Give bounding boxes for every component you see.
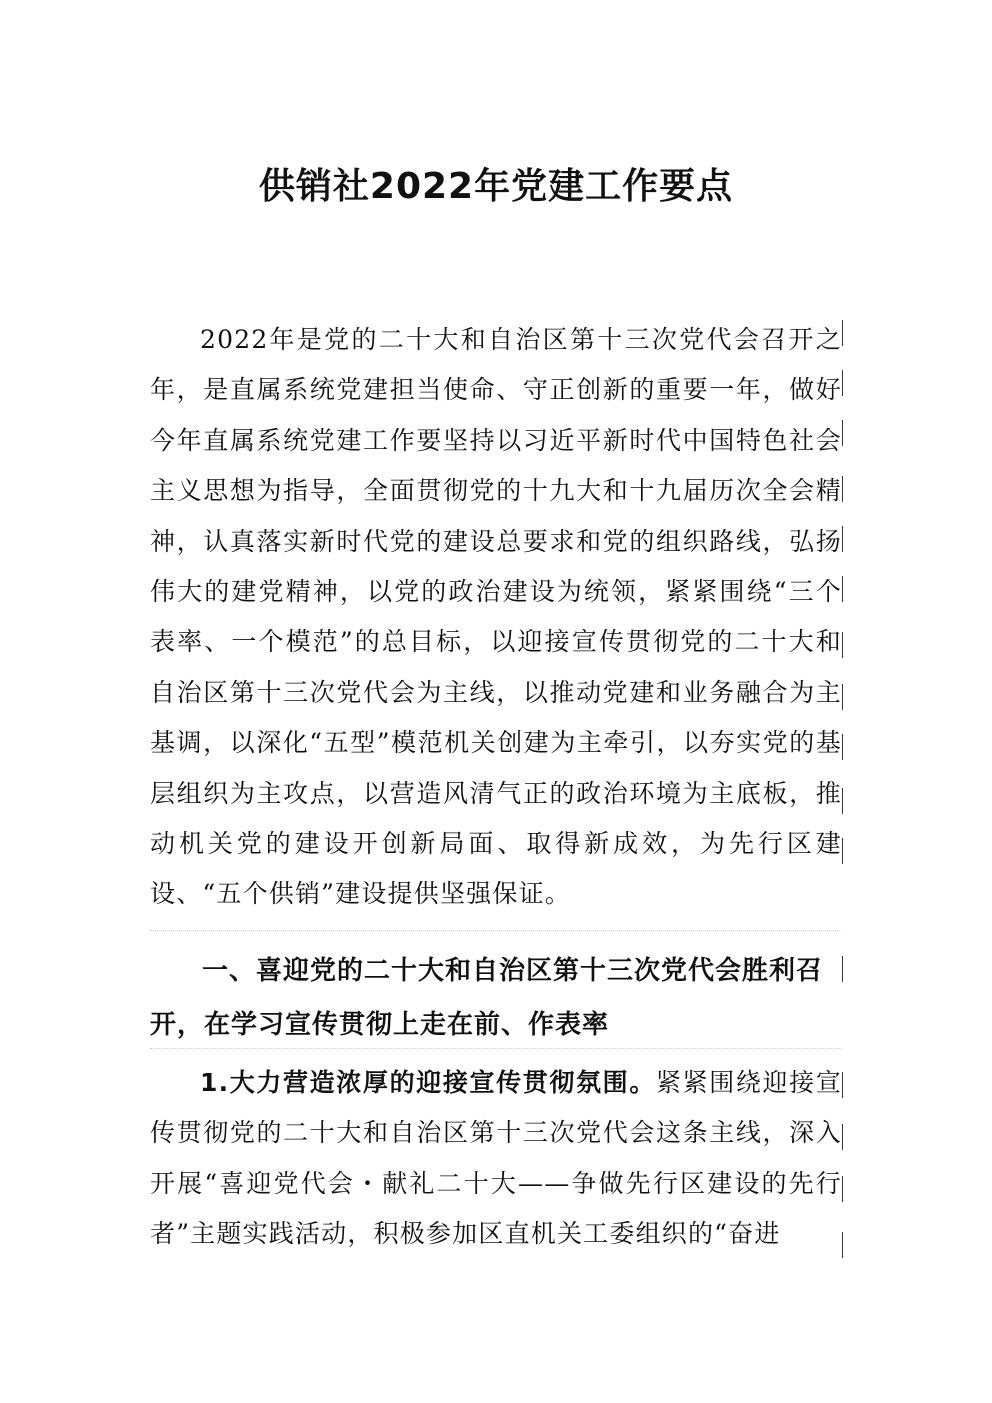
margin-mark <box>842 788 843 814</box>
margin-mark <box>842 1072 843 1098</box>
section-1-heading: 一、喜迎党的二十大和自治区第十三次党代会胜利召开，在学习宣传贯彻上走在前、作表率 <box>150 956 824 1040</box>
item-1-block <box>150 1058 842 1260</box>
margin-mark <box>842 420 843 446</box>
item-1-paragraph <box>150 1058 842 1260</box>
margin-mark <box>842 370 843 396</box>
margin-mark <box>842 1232 843 1258</box>
section-1-block <box>150 944 842 1052</box>
intro-paragraph: 2022年是党的二十大和自治区第十三次党代会召开之年，是直属系统党建担当使命、守正创新的重要一年，做好今年直属系统党建工作要坚持以习近平新时代中国特色社会主义思想为指导，全面贯彻党的十九大和十九届历次全会精神，认真落实新时代党的建设总要求和党的组织路线，弘扬伟大的建党精神，以党的政治建设为统领，紧紧围绕“三个表率、一个模范”的总目标，以迎接宣传贯彻党的二十大和自治区第十三次党代会为主线，以推动党建和业务融合为主基调，以深化“五型”模范机关创建为主牵引，以夯实党的基层组织为主攻点，以营造风清气正的政治环境为主底板，推动机关党的建设开创新局面、取得新成效，为先行区建设、“五个供销”建设提供坚强保证。 <box>150 325 842 909</box>
margin-mark <box>842 526 843 552</box>
margin-mark <box>842 956 843 982</box>
item-1-text: 紧紧围绕迎接宣传贯彻党的二十大和自治区第十三次党代会这条主线，深入开展“喜迎党代会・献礼二十大——争做先行区建设的先行者”主题实践活动，积极参加区直机关工委组织的“奋进 <box>150 1068 843 1249</box>
margin-mark <box>842 1124 843 1150</box>
intro-block <box>150 315 842 920</box>
divider <box>150 1048 842 1049</box>
margin-mark <box>842 320 843 346</box>
document-title: 供销社2022年党建工作要点 <box>258 166 734 207</box>
margin-mark <box>842 576 843 602</box>
margin-mark <box>842 1176 843 1202</box>
item-1-lead: 1.大力营造浓厚的迎接宣传贯彻氛围。 <box>200 1068 656 1097</box>
margin-mark <box>842 476 843 502</box>
divider <box>150 930 842 931</box>
margin-mark <box>842 632 843 658</box>
margin-mark <box>842 838 843 864</box>
margin-mark <box>842 734 843 760</box>
margin-mark <box>842 684 843 710</box>
